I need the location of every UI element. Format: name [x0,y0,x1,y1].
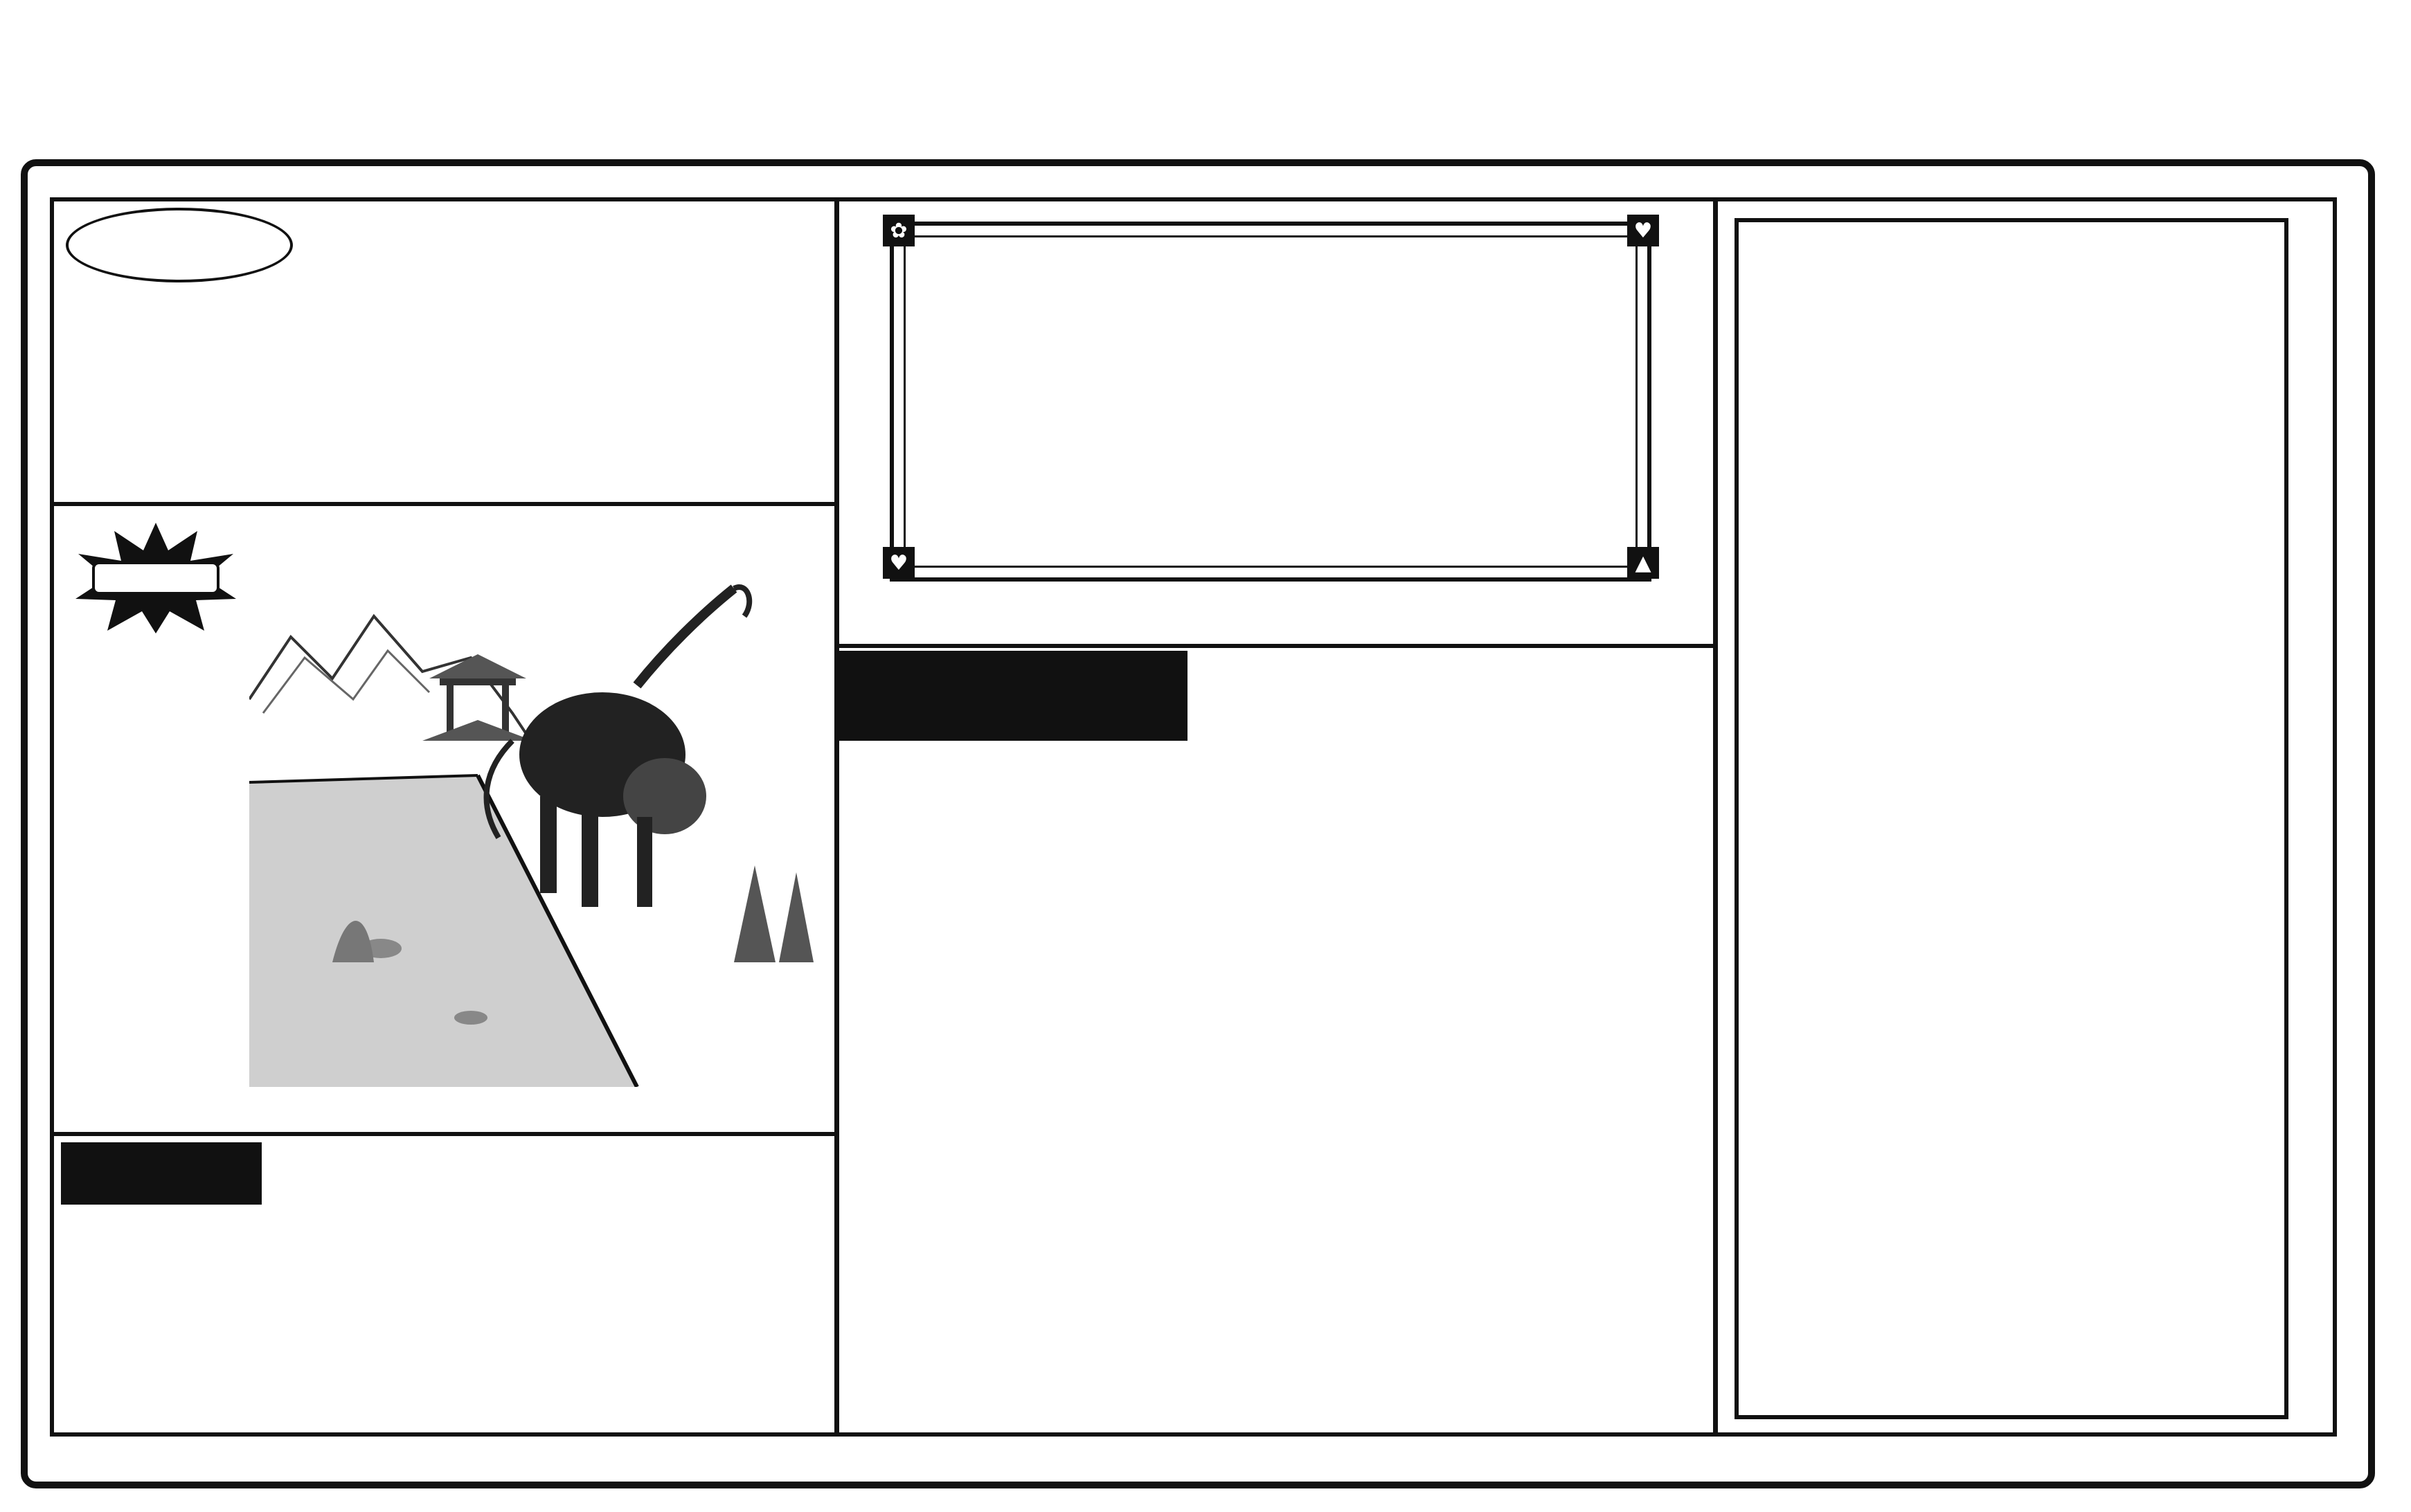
alert-label [838,651,1187,741]
guide-label [61,1142,262,1205]
newspaper-headline [429,0,2008,138]
provide-row [959,381,1534,440]
ox-illustration [249,575,831,1087]
provide-row [959,439,1534,497]
provide-row [959,267,1534,325]
divider [54,502,835,506]
starburst-badge [73,523,239,633]
corner-ornament-icon: ♥ [1627,215,1659,246]
provide-row [959,324,1534,382]
tree-icons [734,865,814,962]
corner-ornament-icon: ✿ [883,215,915,246]
provide-row [959,496,1534,555]
divider [54,1132,835,1136]
corner-ornament-icon: ▲ [1627,547,1659,579]
divider [838,644,1714,648]
ox-figure [487,587,750,907]
corner-ornament-icon: ♥ [883,547,915,579]
section-badge [66,208,293,282]
schedule-frame [1735,218,2288,1419]
